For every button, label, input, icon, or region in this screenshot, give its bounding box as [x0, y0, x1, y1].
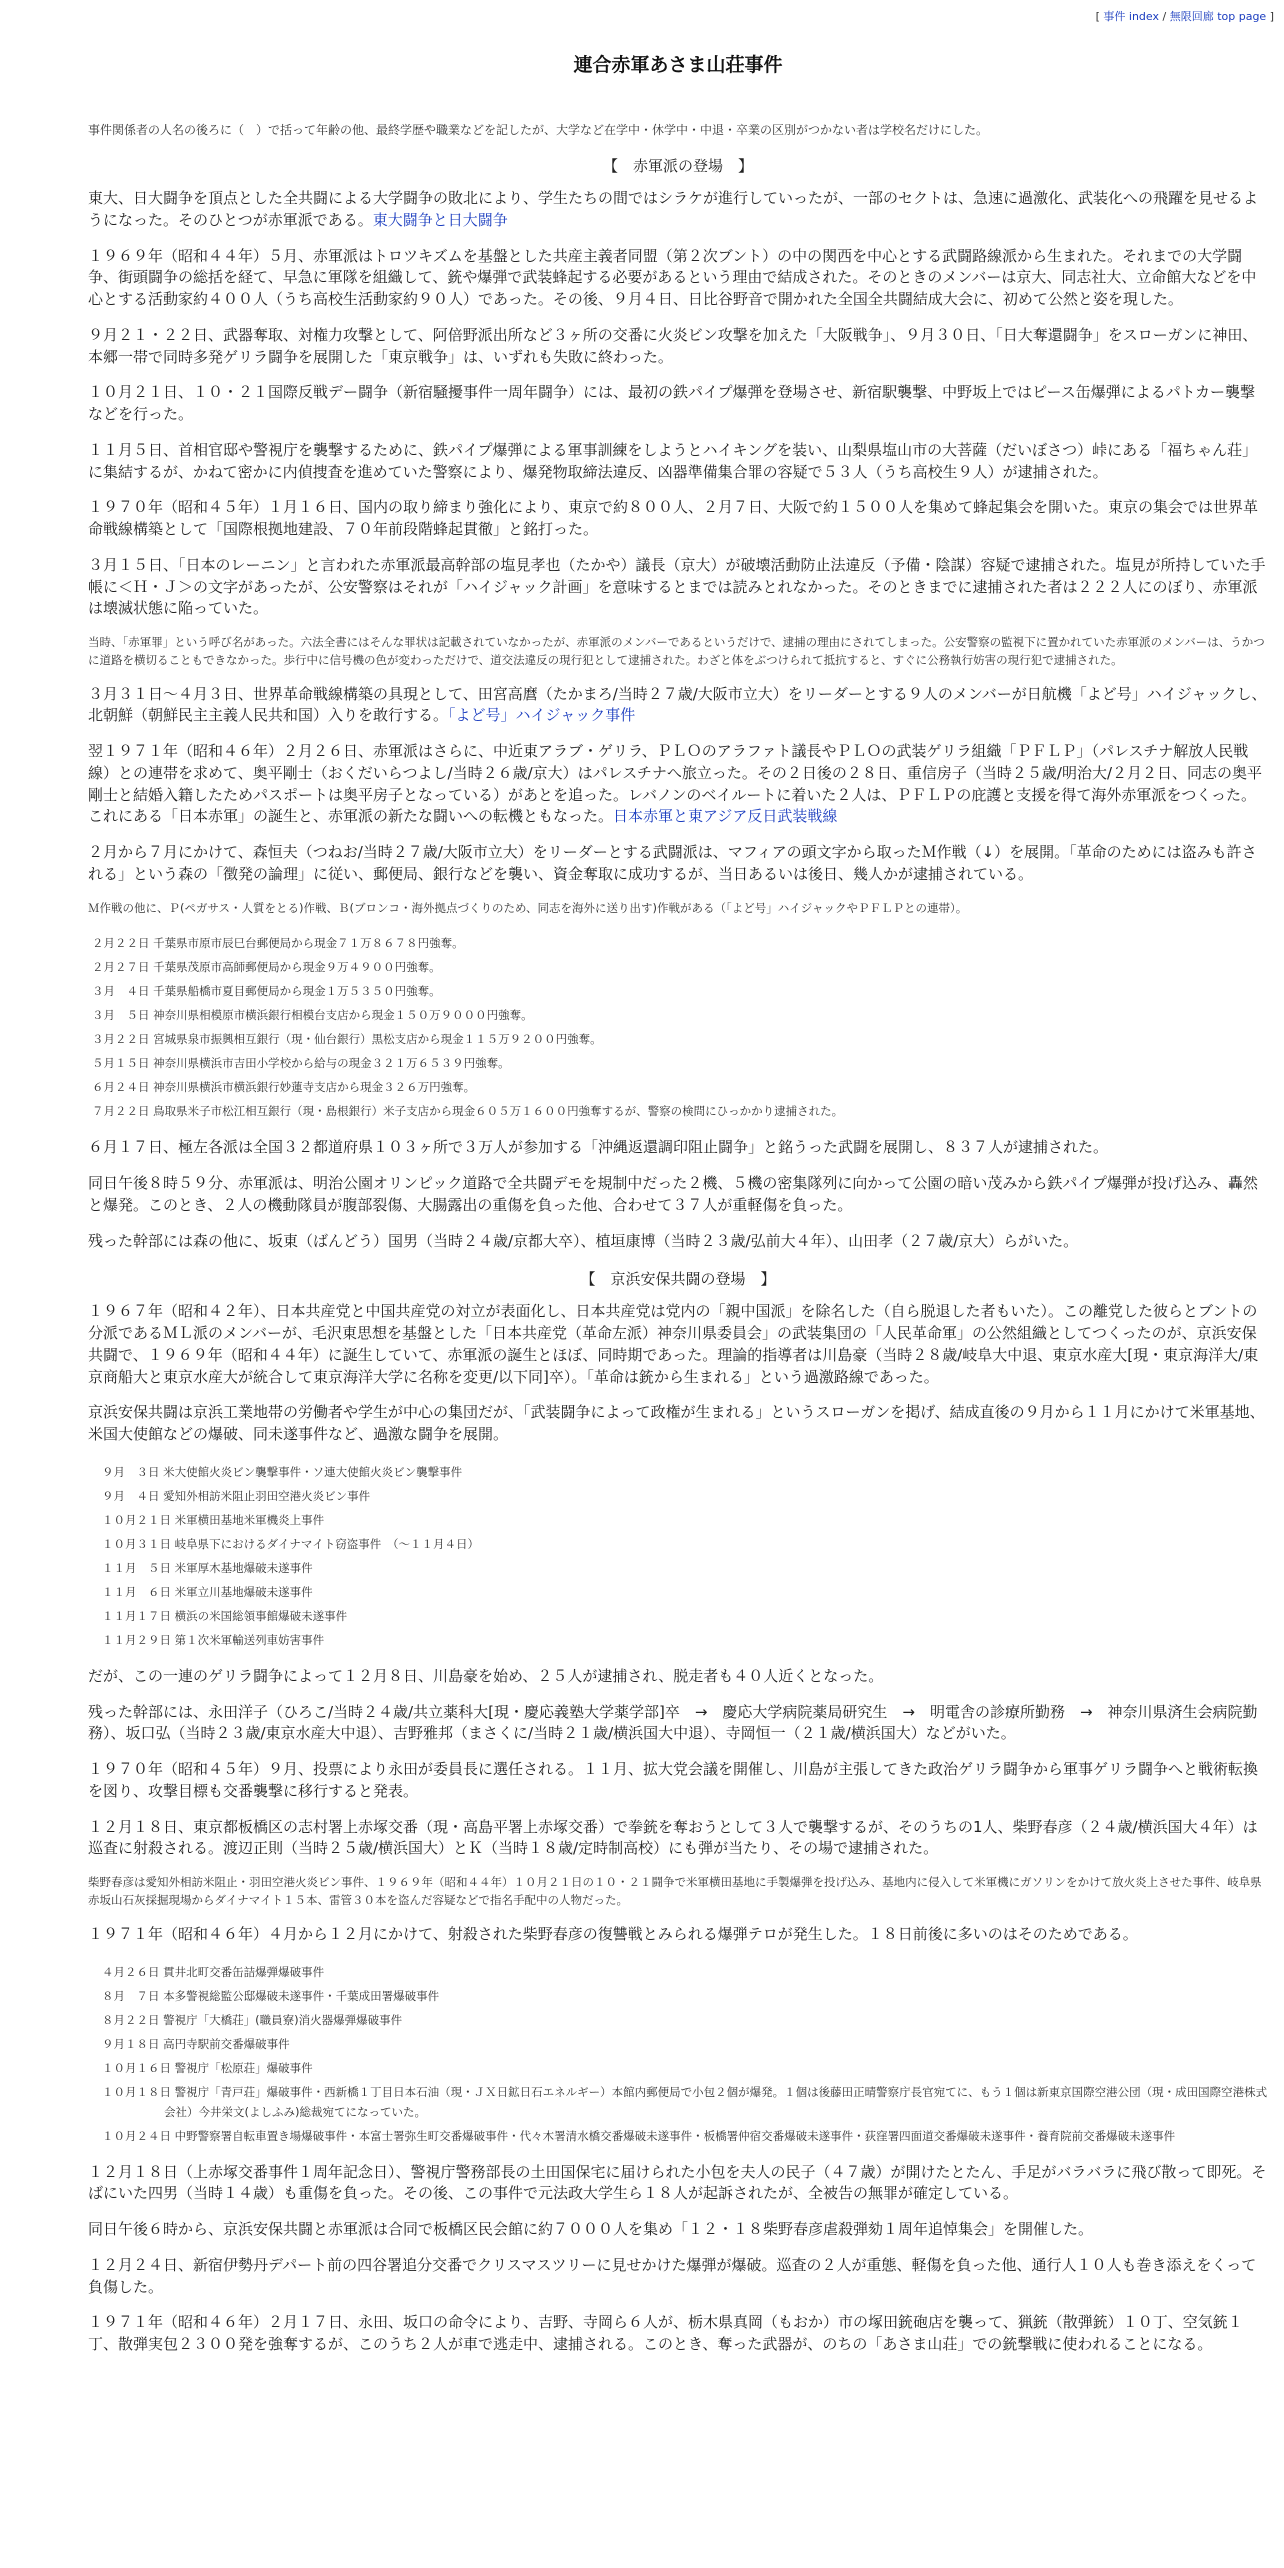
link-todai-nichidai-struggle[interactable]: 東大闘争と日大闘争 [372, 210, 508, 229]
paragraph: １９７０年（昭和４５年）９月、投票により永田が委員長に選任される。１１月、拡大党会議を開催し、川島が主張してきた政治ゲリラ闘争から軍事ゲリラ闘争へと戦術転換を図り、攻撃目標も交番襲撃に移行すると発表。 [88, 1760, 1259, 1800]
nav-bracket-close: ] [1269, 10, 1274, 23]
section-heading-sekigunha: 【 赤軍派の登場 】 [602, 157, 753, 175]
paragraph: ２月から７月にかけて、森恒夫（つねお/当時２７歳/大阪市立大）をリーダーとする武闘派は、マフィアの頭文字から取ったＭ作戦（↓）を展開。「革命のためには盗みも許される」という森の「徴発の論理」に従い、郵便局、銀行などを襲い、資金奪取に成功するが、当日あるいは後日、幾人かが逮捕されている。 [88, 843, 1257, 883]
link-japanese-red-army[interactable]: 日本赤軍と東アジア反日武装戦線 [613, 807, 838, 826]
list-item: ９月 ３日 米大使館火炎ビン襲撃事件・ソ連大使館火炎ビン襲撃事件 [102, 1464, 463, 1479]
paragraph: 翌１９７１年（昭和４６年）２月２６日、赤軍派はさらに、中近東アラブ・ゲリラ、ＰＬＯのアラファト議長やＰＬＯの武装ゲリラ組織「ＰＦＬＰ」（パレスチナ解放人民戦線）との連帯を求めて、奥平剛士（おくだいらつよし/当時２６歳/京大）はパレスチナへ旅立った。その２日後の２８日、重信房子（当時２５歳/明治大/２月２日、同志の奥平剛士と結婚入籍したためパスポートは奥平房子となっている）があとを追った。レバノンのベイルートに着いた２人は、ＰＦＬＰの庇護と支援を得て海外赤軍派をつくった。これにある「日本赤軍」の誕生と、赤軍派の新たな闘いへの転機ともなった。日本赤軍と東アジア反日武装戦線 [88, 742, 1263, 826]
paragraph: １２月１８日、東京都板橋区の志村署上赤塚交番（現・高島平署上赤塚交番）で拳銃を奪おうとして３人で襲撃するが、そのうちの1人、柴野春彦（２４歳/横浜国大４年）は巡査に射殺される。渡辺正則（当時２５歳/横浜国大）とＫ（当時１８歳/定時制高校）にも弾が当たり、その場で逮捕された。 [88, 1817, 1258, 1858]
nav-separator: / [1162, 10, 1170, 23]
list-item: １０月１８日 警視庁「青戸荘」爆破事件・西新橋１丁目日本石油（現・ＪＸ日鉱日石エネルギー）本館内郵便局で小包２個が爆発。１個は後藤田正晴警察庁長官宛てに、もう１個は新東京国際空港公団（現・成田国際空港株式会社）今井栄文(よしふみ)総裁宛てになっていた。 [102, 2084, 1268, 2119]
paragraph: １１月５日、首相官邸や警視庁を襲撃するために、鉄パイプ爆弾による軍事訓練をしようとハイキングを装い、山梨県塩山市の大菩薩（だいぼさつ）峠にある「福ちゃん荘」に集結するが、かねて密かに内偵捜査を進めていた警察により、爆発物取締法違反、凶器準備集合罪の容疑で５３人（うち高校生９人）が逮捕された。 [88, 440, 1258, 481]
home-top-page-link[interactable]: 無限回廊 top page [1169, 10, 1267, 23]
section-heading-keihin-ampo: 【 京浜安保共闘の登場 】 [580, 1270, 776, 1289]
list-item: ８月 ７日 本多警視総監公邸爆破未遂事件・千葉成田署爆破事件 [102, 1988, 440, 2003]
list-item: ９月１８日 高円寺駅前交番爆破事件 [102, 2036, 290, 2051]
list-item: １１月 ５日 米軍厚木基地爆破未遂事件 [102, 1560, 313, 1575]
paragraph: 同日午後８時５９分、赤軍派は、明治公園オリンピック道路で全共闘デモを規制中だった２機、５機の密集隊列に向かって公園の暗い茂みから鉄パイプ爆弾が投げ込み、轟然と爆発。このとき、２人の機動隊員が腹部裂傷、大腸露出の重傷を負った他、合わせて３７人が重軽傷を負った。 [88, 1174, 1258, 1214]
list-item: ５月１５日 神奈川県横浜市吉田小学校から給与の現金３２１万６５３９円強奪。 [92, 1056, 510, 1071]
list-item: ８月２２日 警視庁「大橋荘」(職員寮)消火器爆弾爆破事件 [102, 2012, 403, 2027]
paragraph: １２月１８日（上赤塚交番事件１周年記念日）、警視庁警務部長の土田国保宅に届けられた小包を夫人の民子（４７歳）が開けたとたん、手足がバラバラに飛び散って即死。そばにいた四男（当時１４歳）も重傷を負った。その後、この事件で元法政大学生ら１８人が起訴されたが、全被告の無罪が確定している。 [88, 2162, 1267, 2203]
paragraph: ６月１７日、極左各派は全国３２都道府県１０３ヶ所で３万人が参加する「沖縄返還調印阻止闘争」と銘うった武闘を展開し、８３７人が逮捕された。 [88, 1138, 1109, 1157]
list-item: １０月３１日 岐阜県下におけるダイナマイト窃盗事件 （～１１月４日） [102, 1536, 479, 1551]
bombing-events-list [88, 1960, 1268, 2148]
list-item: ３月 ５日 神奈川県相模原市横浜銀行相模台支店から現金１５０万９０００円強奪。 [92, 1008, 533, 1023]
list-item: ３月２２日 宮城県泉市振興相互銀行（現・仙台銀行）黒松支店から現金１１５万９２００円強奪。 [92, 1032, 602, 1047]
list-item: １０月１６日 警視庁「松原荘」爆破事件 [102, 2060, 313, 2075]
link-yodogo-hijack[interactable]: 「よど号」ハイジャック事件 [448, 706, 636, 725]
paragraph: ３月１５日、「日本のレーニン」と言われた赤軍派最高幹部の塩見孝也（たかや）議長（京大）が破壊活動防止法違反（予備・陰謀）容疑で逮捕された。塩見が所持していた手帳に＜Ｈ・Ｊ＞の文字があったが、公安警察はそれが「ハイジャック計画」を意味するとまでは読みとれなかった。そのときまでに逮捕された者は２２２人にのぼり、赤軍派は壊滅状態に陥っていた。 [88, 555, 1266, 618]
paragraph: 同日午後６時から、京浜安保共闘と赤軍派は合同で板橋区民会館に約７０００人を集め「１２・１８柴野春彦虐殺弾劾１周年追悼集会」を開催した。 [88, 2220, 1094, 2239]
list-item: ２月２２日 千葉県市原市辰巳台郵便局から現金７１万８６７８円強奪。 [92, 936, 464, 951]
top-navigation [1096, 8, 1274, 24]
paragraph: １９６９年（昭和４４年）５月、赤軍派はトロツキズムを基盤とした共産主義者同盟（第２次ブント）の中の関西を中心とする武闘路線派から生まれた。それまでの大学闘争、街頭闘争の総括を経て、早急に軍隊を組織して、銃や爆弾で武装蜂起する必要があるという理由で結成された。そのときのメンバーは京大、同志社大、立命館大などを中心とする活動家約４００人（うち高校生活動家約９０人）であった。その後、９月４日、日比谷野音で開かれた全国全共闘結成大会に、初めて公然と姿を現した。 [88, 246, 1257, 308]
paragraph: 残った幹部には森の他に、坂東（ばんどう）国男（当時２４歳/京都大卒）、植垣康博（当時２３歳/弘前大４年）、山田孝（２７歳/京大）らがいた。 [88, 1231, 1079, 1250]
page-title: 連合赤軍あさま山荘事件 [573, 54, 783, 76]
keihin-events-list [88, 1460, 1268, 1652]
intro-note: 事件関係者の人名の後ろに（ ）で括って年齢の他、最終学歴や職業などを記したが、大学など在学中・休学中・中退・卒業の区別がつかない者は学校名だけにした。 [88, 123, 989, 137]
small-note: 柴野春彦は愛知外相訪米阻止・羽田空港火炎ビン事件、１９６９年（昭和４４年）１０月２１日の１０・２１闘争で米軍横田基地に手製爆弾を投げ込み、基地内に侵入して米軍機にガソリンをかけて放火炎上させた事件、岐阜県赤坂山石灰採掘現場からダイナマイト１５本、雷管３０本を盗んだ容疑などで指名手配中の人物だった。 [88, 1875, 1262, 1907]
paragraph: １９７０年（昭和４５年）１月１６日、国内の取り締まり強化により、東京で約８００人、２月７日、大阪で約１５００人を集めて蜂起集会を開いた。東京の集会では世界革命戦線構築として「国際根拠地建設、７０年前段階蜂起貫徹」と銘打った。 [88, 498, 1259, 538]
paragraph: １９６７年（昭和４２年）、日本共産党と中国共産党の対立が表面化し、日本共産党は党内の「親中国派」を除名した（自ら脱退した者もいた）。この離党した彼らとブントの分派であるＭＬ派のメンバーが、毛沢東思想を基盤とした「日本共産党（革命左派）神奈川県委員会」の武装集団の「人民革命軍」の公然組織としてつくったのが、京浜安保共闘で、１９６９年（昭和４４年）に誕生していて、赤軍派の誕生とほぼ、同時期であった。理論的指導者は川島豪（当時２８歳/岐阜大中退、東京水産大[現・東京海洋大/東京商船大と東京水産大が統合して東京海洋大学に名称を変更/以下同]卒）。「革命は銃から生まれる」という過激路線であった。 [88, 1302, 1259, 1386]
case-index-link[interactable]: 事件 index [1103, 10, 1159, 23]
list-item: １１月 ６日 米軍立川基地爆破未遂事件 [102, 1584, 313, 1599]
paragraph: ９月２１・２２日、武器奪取、対権力攻撃として、阿倍野派出所など３ヶ所の交番に火炎ビン攻撃を加えた「大阪戦争」、９月３０日、「日大奪還闘争」をスローガンに神田、本郷一帯で同時多発ゲリラ闘争を展開した「東京戦争」は、いずれも失敗に終わった。 [88, 325, 1258, 366]
list-item: ３月 ４日 千葉県船橋市夏目郵便局から現金１万５３５０円強奪。 [92, 984, 441, 999]
list-item: １１月１７日 横浜の米国総領事館爆破未遂事件 [102, 1608, 348, 1623]
paragraph: 残った幹部には、永田洋子（ひろこ/当時２４歳/共立薬科大[現・慶応義塾大学薬学部]卒 → 慶応大学病院薬局研究生 → 明電舎の診療所勤務 → 神奈川県済生会病院勤務）、坂口弘（当時２３歳/東京水産大中退）、吉野雅邦（まさくに/当時２１歳/横浜国大中退）、寺岡恒一（２１歳/横浜国大）などがいた。 [88, 1702, 1258, 1743]
list-item: ７月２２日 鳥取県米子市松江相互銀行（現・島根銀行）米子支店から現金６０５万１６００円強奪するが、警察の検問にひっかかり逮捕された。 [92, 1104, 844, 1119]
nav-bracket-open: [ [1095, 10, 1100, 23]
paragraph: ３月３１日～４月３日、世界革命戦線構築の具現として、田宮高麿（たかまろ/当時２７歳/大阪市立大）をリーダーとする９人のメンバーが日航機「よど号」ハイジャックし、北朝鮮（朝鮮民主主義人民共和国）入りを敢行する。「よど号」ハイジャック事件 [88, 684, 1267, 725]
m-operation-list [88, 931, 1268, 1123]
paragraph: １９７１年（昭和４６年）４月から１２月にかけて、射殺された柴野春彦の復讐戦とみられる爆弾テロが発生した。１８日前後に多いのはそのためである。 [88, 1924, 1138, 1943]
list-item: ６月２４日 神奈川県横浜市横浜銀行妙蓮寺支店から現金３２６万円強奪。 [92, 1080, 476, 1095]
paragraph: １０月２１日、１０・２１国際反戦デー闘争（新宿騒擾事件一周年闘争）には、最初の鉄パイプ爆弾を登場させ、新宿駅襲撃、中野坂上ではピース缶爆弾によるパトカー襲撃などを行った。 [88, 383, 1256, 423]
list-item: ４月２６日 貫井北町交番缶詰爆弾爆破事件 [102, 1964, 325, 1979]
list-item: ９月 ４日 愛知外相訪米阻止羽田空港火炎ビン事件 [102, 1488, 371, 1503]
paragraph: 東大、日大闘争を頂点とした全共闘による大学闘争の敗北により、学生たちの間ではシラケが進行していったが、一部のセクトは、急速に過激化、武装化への飛躍を見せるようになった。そのひとつが赤軍派である。東大闘争と日大闘争 [88, 189, 1259, 229]
list-item: ２月２７日 千葉県茂原市高師郵便局から現金９万４９００円強奪。 [92, 960, 441, 975]
paragraph: 京浜安保共闘は京浜工業地帯の労働者や学生が中心の集団だが、「武装闘争によって政権が生まれる」というスローガンを掲げ、結成直後の９月から１１月にかけて米軍基地、米国大使館などの爆破、同未遂事件など、過激な闘争を展開。 [88, 1403, 1265, 1444]
list-item: １１月２９日 第１次米軍輸送列車妨害事件 [102, 1632, 325, 1647]
paragraph: だが、この一連のゲリラ闘争によって１２月８日、川島豪を始め、２５人が逮捕され、脱走者も４０人近くとなった。 [88, 1666, 884, 1685]
small-note: Ｍ作戦の他に、Ｐ(ペガサス・人質をとる)作戦、Ｂ(ブロンコ・海外拠点づくりのため、同志を海外に送り出す)作戦がある（「よど号」ハイジャックやＰＦＬＰとの連帯）。 [88, 900, 968, 915]
small-note: 当時、「赤軍罪」という呼び名があった。六法全書にはそんな罪状は記載されていなかったが、赤軍派のメンバーであるというだけで、逮捕の理由にされてしまった。公安警察の監視下に置かれていた赤軍派のメンバーは、うかつに道路を横切ることもできなかった。歩行中に信号機の色が変わっただけで、道交法違反の現行犯として逮捕された。わざと体をぶつけられて抵抗すると、すぐに公務執行妨害の現行犯で逮捕された。 [88, 635, 1265, 667]
paragraph: １２月２４日、新宿伊勢丹デパート前の四谷署追分交番でクリスマスツリーに見せかけた爆弾が爆破。巡査の２人が重態、軽傷を負った他、通行人１０人も巻き添えをくって負傷した。 [88, 2255, 1257, 2296]
paragraph: １９７１年（昭和４６年）２月１７日、永田、坂口の命令により、吉野、寺岡ら６人が、栃木県真岡（もおか）市の塚田銃砲店を襲って、猟銃（散弾銃）１０丁、空気銃１丁、散弾実包２３００発を強奪するが、このうち２人が車で逃走中、逮捕される。このとき、奪った武器が、のちの「あさま山荘」での銃撃戦に使われることになる。 [88, 2313, 1243, 2354]
list-item: １０月２４日 中野警察署自転車置き場爆破事件・本富士署弥生町交番爆破事件・代々木署清水橋交番爆破未遂事件・板橋署仲宿交番爆破未遂事件・荻窪署四面道交番爆破未遂事件・養育院前交番爆破未遂事件 [102, 2128, 1176, 2143]
list-item: １０月２１日 米軍横田基地米軍機炎上事件 [102, 1512, 325, 1527]
